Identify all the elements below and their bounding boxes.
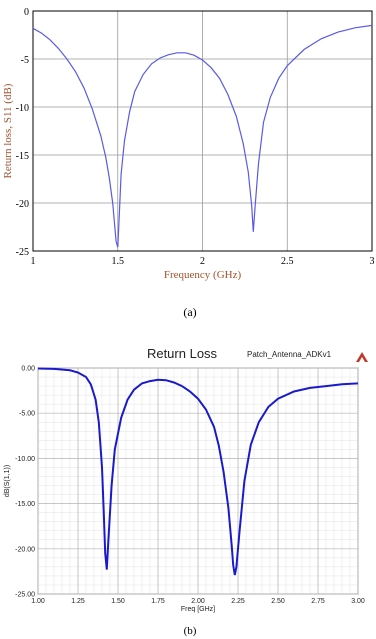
chart-b-x-tick-label: 1.50 xyxy=(111,598,125,605)
chart-b-x-tick-label: 1.25 xyxy=(71,598,85,605)
chart-a-x-tick-label: 1.5 xyxy=(111,256,124,267)
chart-b-grid xyxy=(38,368,358,594)
chart-b-y-tick-label: 0.00 xyxy=(21,365,35,373)
chart-b-y-tick-label: -10.00 xyxy=(15,455,35,463)
chart-b-x-tick-label: 2.00 xyxy=(191,598,205,605)
chart-b-y-tick-label: -20.00 xyxy=(15,546,35,554)
chart-b-x-tick-label: 2.25 xyxy=(231,598,245,605)
chart-a-x-tick-label: 2.5 xyxy=(281,256,294,267)
chart-a-tick-labels xyxy=(16,7,375,267)
chart-a-y-tick-label: -5 xyxy=(20,55,29,66)
chart-b-y-tick-label: -25.00 xyxy=(15,591,35,599)
chart-b-plot xyxy=(0,300,376,639)
chart-b-title: Return Loss xyxy=(146,346,218,361)
chart-b-caption: (b) xyxy=(183,625,197,637)
chart-b-x-tick-label: 1.00 xyxy=(31,598,45,605)
chart-a-plot xyxy=(0,0,376,319)
chart-a-x-tick-label: 2 xyxy=(200,256,205,267)
chart-b-x-tick-label: 2.50 xyxy=(271,598,285,605)
chart-b-y-tick-label: -15.00 xyxy=(15,501,35,509)
chart-a-caption: (a) xyxy=(183,305,197,319)
chart-a-y-tick-label: -15 xyxy=(15,151,29,162)
chart-b-x-tick-label: 1.75 xyxy=(151,598,165,605)
chart-b-x-axis-label: Freq [GHz] xyxy=(180,606,216,613)
chart-a-x-axis-label: Frequency (GHz) xyxy=(163,269,242,281)
chart-b-y-axis-label: dB(S(1,1)) xyxy=(4,464,11,498)
chart-a-y-tick-label: -20 xyxy=(15,199,29,210)
chart-a-y-tick-label: 0 xyxy=(24,7,29,18)
chart-b-design-name: Patch_Antenna_ADKv1 xyxy=(247,350,332,359)
chart-b-x-tick-label: 3.00 xyxy=(351,598,365,605)
chart-a-y-axis-label: Return loss, S11 (dB) xyxy=(2,83,14,179)
chart-a-y-tick-label: -10 xyxy=(15,103,29,114)
ansoft-logo-icon xyxy=(356,352,368,362)
chart-b-x-tick-label: 2.75 xyxy=(311,598,325,605)
chart-a-grid xyxy=(33,11,372,251)
chart-a-x-tick-label: 3 xyxy=(369,256,375,267)
chart-a-y-tick-label: -25 xyxy=(15,247,29,258)
chart-a-x-tick-label: 1 xyxy=(30,256,36,267)
chart-b-y-tick-label: -5.00 xyxy=(19,410,35,418)
